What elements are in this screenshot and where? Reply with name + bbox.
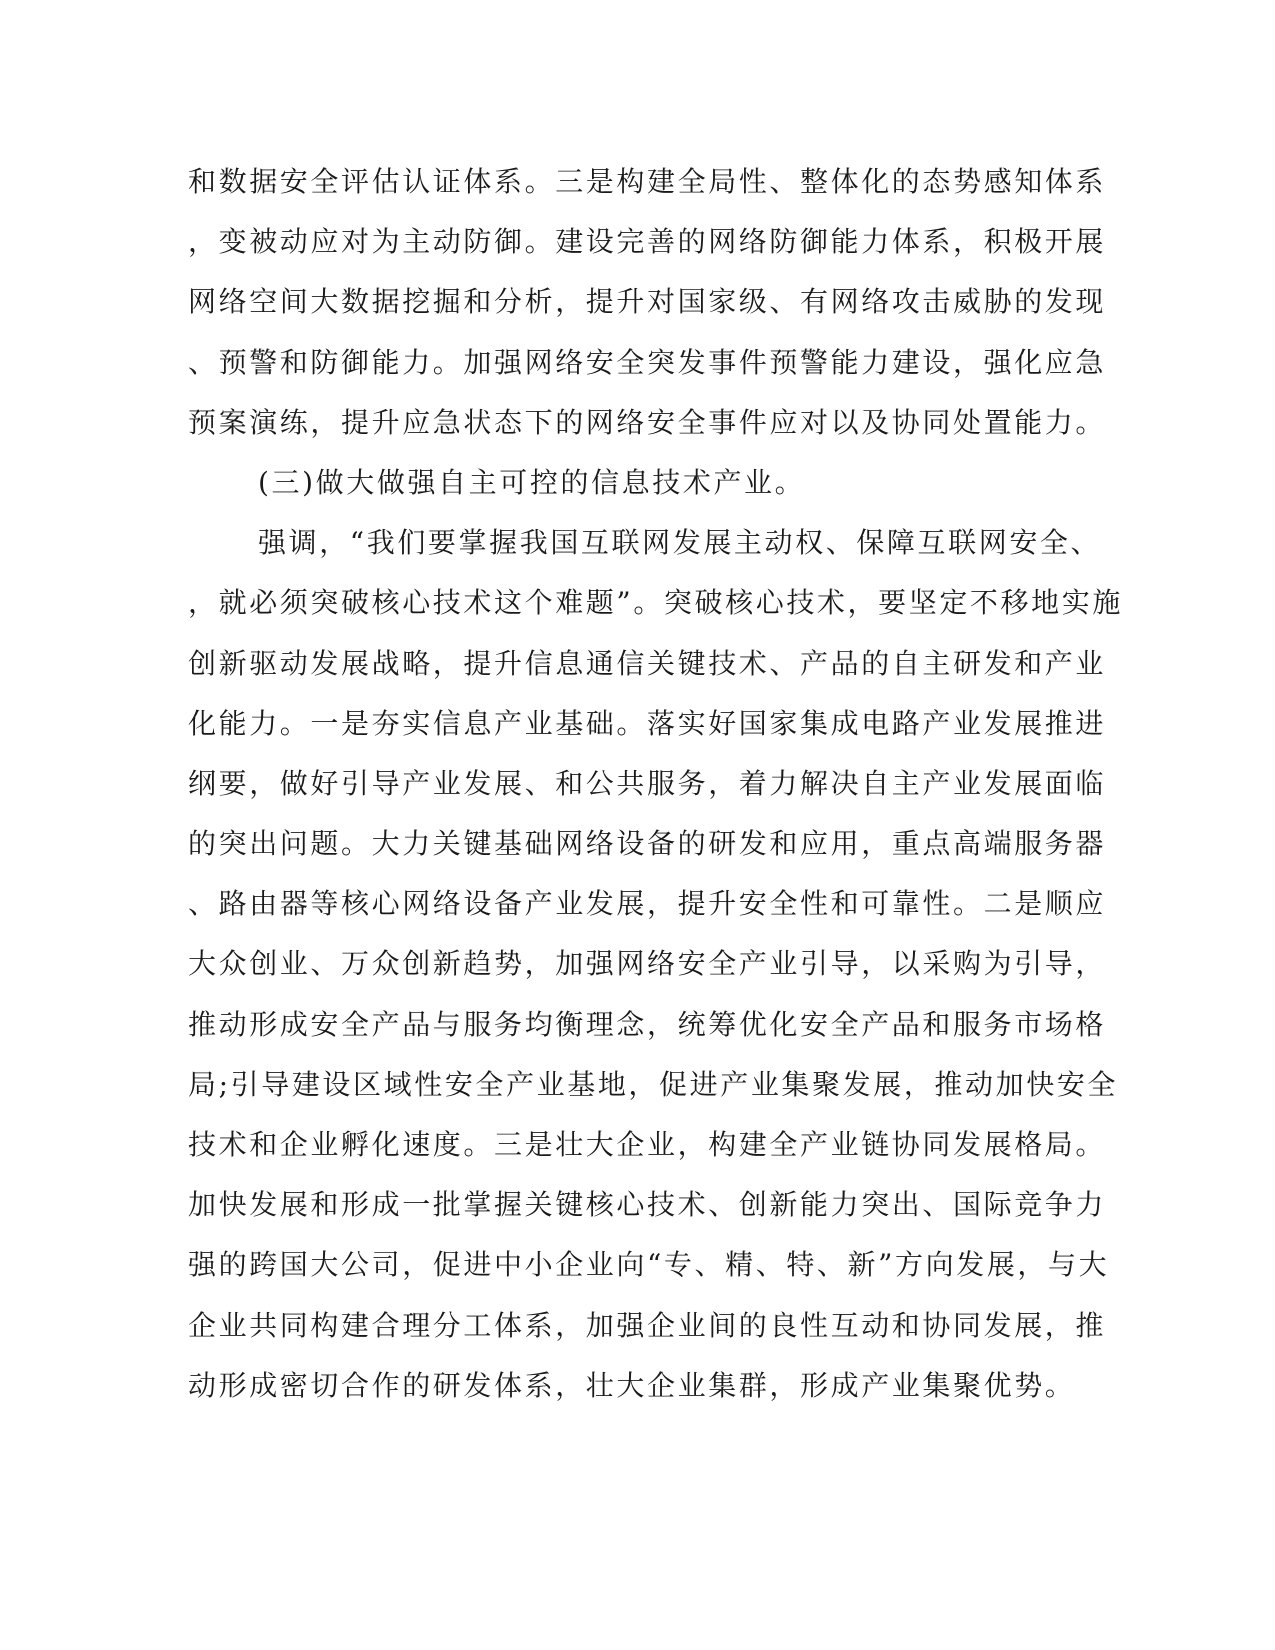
text-line: 企业共同构建合理分工体系，加强企业间的良性互动和协同发展，推 [188, 1308, 1107, 1342]
text-line: 、预警和防御能力。加强网络安全突发事件预警能力建设，强化应急 [188, 345, 1107, 379]
text-line: 化能力。一是夯实信息产业基础。落实好国家集成电路产业发展推进 [188, 706, 1107, 740]
text-line: 预案演练，提升应急状态下的网络安全事件应对以及协同处置能力。 [188, 405, 1107, 439]
text-line: 创新驱动发展战略，提升信息通信关键技术、产品的自主研发和产业 [188, 646, 1107, 680]
text-line: ，就必须突破核心技术这个难题”。突破核心技术，要坚定不移地实施 [188, 586, 1123, 620]
body-text [188, 160, 1123, 1424]
text-line: 推动形成安全产品与服务均衡理念，统筹优化安全产品和服务市场格 [188, 1007, 1107, 1041]
text-line: 大众创业、万众创新趋势，加强网络安全产业引导，以采购为引导， [188, 947, 1107, 981]
text-line: 动形成密切合作的研发体系，壮大企业集群，形成产业集聚优势。 [188, 1368, 1076, 1402]
paragraph-first-line: (三)做大做强自主可控的信息技术产业。 [258, 465, 806, 499]
text-line: 局;引导建设区域性安全产业基地，促进产业集聚发展，推动加快安全 [188, 1067, 1119, 1101]
text-line: 强的跨国大公司，促进中小企业向“专、精、特、新”方向发展，与大 [188, 1248, 1110, 1282]
text-line: 和数据安全评估认证体系。三是构建全局性、整体化的态势感知体系 [188, 165, 1107, 198]
text-line: 加快发展和形成一批掌握关键核心技术、创新能力突出、国际竞争力 [188, 1188, 1107, 1222]
text-line: 网络空间大数据挖掘和分析，提升对国家级、有网络攻击威胁的发现 [188, 285, 1107, 319]
text-line: 的突出问题。大力关键基础网络设备的研发和应用，重点高端服务器 [188, 827, 1107, 861]
paragraph-first-line: 强调，“我们要掌握我国互联网发展主动权、保障互联网安全、 [258, 526, 1102, 560]
text-line: 技术和企业孵化速度。三是壮大企业，构建全产业链协同发展格局。 [188, 1128, 1107, 1161]
text-line: ，变被动应对为主动防御。建设完善的网络防御能力体系，积极开展 [188, 225, 1107, 259]
text-line: 、路由器等核心网络设备产业发展，提升安全性和可靠性。二是顺应 [188, 887, 1107, 921]
text-line: 纲要，做好引导产业发展、和公共服务，着力解决自主产业发展面临 [188, 766, 1107, 800]
